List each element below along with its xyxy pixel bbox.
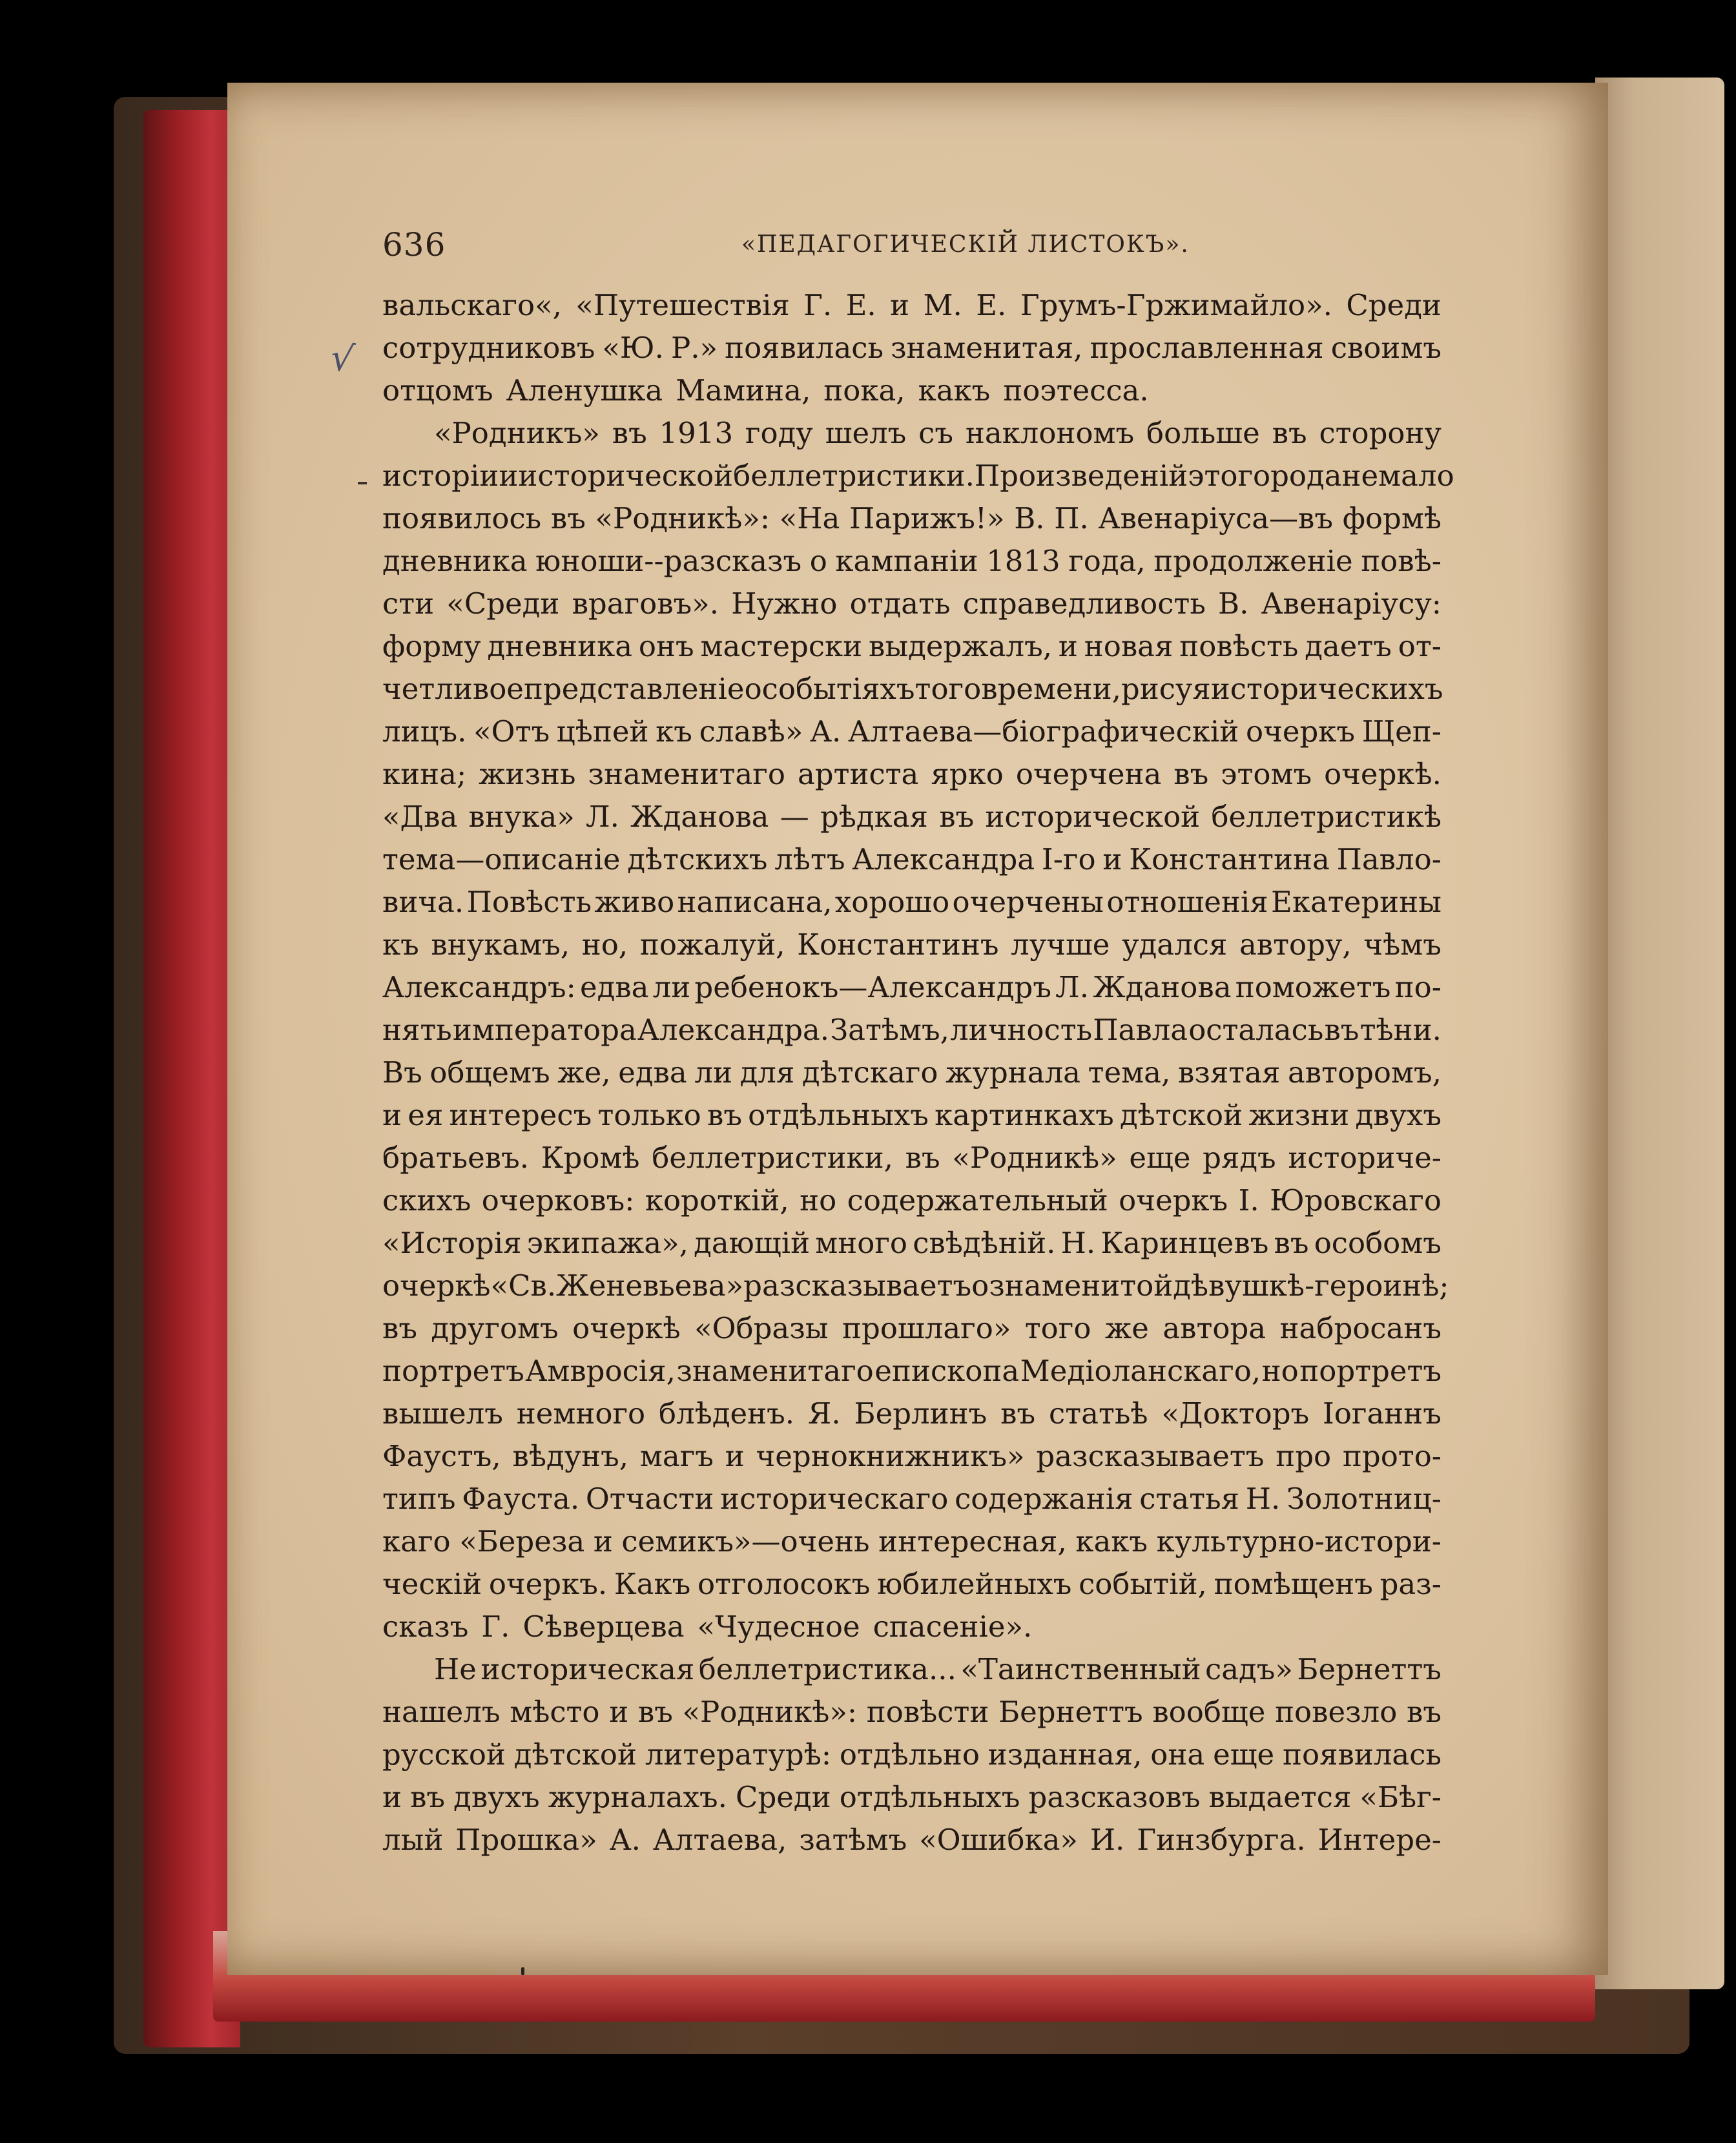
body-text bbox=[382, 284, 1454, 1861]
text-line: братьевъ. Кромѣ беллетристики, въ «Родникѣ» еще рядъ историче- bbox=[382, 1141, 1442, 1175]
page-number: 636 bbox=[382, 226, 446, 264]
text-line: появилось въ «Родникѣ»: «На Парижъ!» В. П. Авенаріуса—въ формѣ bbox=[382, 501, 1442, 535]
text-line: и ея интересъ только въ отдѣльныхъ картинкахъ дѣтской жизни двухъ bbox=[382, 1098, 1442, 1132]
margin-check-mark: √ bbox=[327, 336, 357, 382]
text-line: сказъ Г. Сѣверцева «Чудесное спасеніе». bbox=[382, 1610, 1033, 1644]
text-line: Въ общемъ же, едва ли для дѣтскаго журнала тема, взятая авторомъ, bbox=[382, 1055, 1442, 1090]
text-line: вышелъ немного блѣденъ. Я. Берлинъ въ статьѣ «Докторъ Іоганнъ bbox=[382, 1396, 1442, 1431]
text-line: каго «Береза и семикъ»—очень интересная, какъ культурно-истори- bbox=[382, 1524, 1442, 1558]
text-line: лицъ. «Отъ цѣпей къ славѣ» А. Алтаева—біографическій очеркъ Щеп- bbox=[382, 714, 1442, 749]
journal-title: «ПЕДАГОГИЧЕСКІЙ ЛИСТОКЪ». bbox=[741, 231, 1190, 258]
text-line: «Исторія экипажа», дающій много свѣдѣній. Н. Каринцевъ въ особомъ bbox=[382, 1226, 1442, 1260]
text-line: Фаустъ, вѣдунъ, магъ и чернокнижникъ» разсказываетъ про прото- bbox=[382, 1439, 1442, 1473]
text-line: портретъ Амвросія, знаменитаго епископа Медіоланскаго, но портретъ bbox=[382, 1354, 1442, 1388]
text-line: скихъ очерковъ: короткій, но содержательный очеркъ І. Юровскаго bbox=[382, 1183, 1442, 1217]
text-line: нять императора Александра. Затѣмъ, личность Павла осталась въ тѣни. bbox=[382, 1013, 1442, 1047]
text-line: нашелъ мѣсто и въ «Родникѣ»: повѣсти Бернеттъ вообще повезло въ bbox=[382, 1695, 1442, 1729]
text-line: русской дѣтской литературѣ: отдѣльно изданная, она еще появилась bbox=[382, 1737, 1442, 1772]
running-head bbox=[382, 226, 1338, 271]
text-line: исторіи и исторической беллетристики. Произведеній этого рода немало bbox=[382, 459, 1454, 493]
text-line: Александръ: едва ли ребенокъ—Александръ Л. Жданова поможетъ по- bbox=[382, 970, 1442, 1004]
text-line: четливое представленіе о событіяхъ того времени, рисуя историческихъ bbox=[382, 672, 1443, 706]
ink-speck bbox=[521, 1967, 524, 1975]
text-line: отцомъ Аленушка Мамина, пока, какъ поэтесса. bbox=[382, 373, 1149, 408]
text-line: форму дневника онъ мастерски выдержалъ, и новая повѣсть даетъ от- bbox=[382, 629, 1442, 663]
text-line: Не историческая беллетристика... «Таинственный садъ» Бернеттъ bbox=[434, 1652, 1442, 1686]
text-line: дневника юноши--разсказъ о кампаніи 1813 года, продолженіе повѣ- bbox=[382, 544, 1442, 578]
margin-dash-mark bbox=[358, 482, 367, 484]
text-line: сотрудниковъ «Ю. Р.» появилась знаменитая, прославленная своимъ bbox=[382, 331, 1442, 365]
text-line: къ внукамъ, но, пожалуй, Константинъ лучше удался автору, чѣмъ bbox=[382, 927, 1442, 962]
text-line: «Два внука» Л. Жданова — рѣдкая въ исторической беллетристикѣ bbox=[382, 800, 1442, 834]
text-line: лый Прошка» А. Алтаева, затѣмъ «Ошибка» И. Гинзбурга. Интере- bbox=[382, 1823, 1442, 1857]
text-line: ческій очеркъ. Какъ отголосокъ юбилейныхъ событій, помѣщенъ раз- bbox=[382, 1567, 1442, 1601]
facing-page bbox=[1595, 78, 1724, 1989]
text-line: вича. Повѣсть живо написана, хорошо очерчены отношенія Екатерины bbox=[382, 885, 1442, 919]
text-line: типъ Фауста. Отчасти историческаго содержанія статья Н. Золотниц- bbox=[382, 1482, 1442, 1516]
text-line: и въ двухъ журналахъ. Среди отдѣльныхъ разсказовъ выдается «Бѣг- bbox=[382, 1780, 1442, 1814]
page-edge-red bbox=[143, 110, 240, 2047]
text-line: тема—описаніе дѣтскихъ лѣтъ Александра І-го и Константина Павло- bbox=[382, 842, 1442, 876]
text-line: вальскаго«, «Путешествія Г. Е. и М. Е. Грумъ-Гржимайло». Среди bbox=[382, 288, 1442, 322]
book-page bbox=[227, 83, 1608, 1975]
text-line: сти «Среди враговъ». Нужно отдать справедливость В. Авенаріусу: bbox=[382, 586, 1442, 621]
text-line: кина; жизнь знаменитаго артиста ярко очерчена въ этомъ очеркѣ. bbox=[382, 757, 1442, 791]
text-line: въ другомъ очеркѣ «Образы прошлаго» того же автора набросанъ bbox=[382, 1311, 1442, 1345]
text-line: очеркѣ «Св. Женевьева» разсказываетъ о знаменитой дѣвушкѣ-героинѣ; bbox=[382, 1268, 1449, 1303]
text-line: «Родникъ» въ 1913 году шелъ съ наклономъ больше въ сторону bbox=[434, 416, 1442, 450]
